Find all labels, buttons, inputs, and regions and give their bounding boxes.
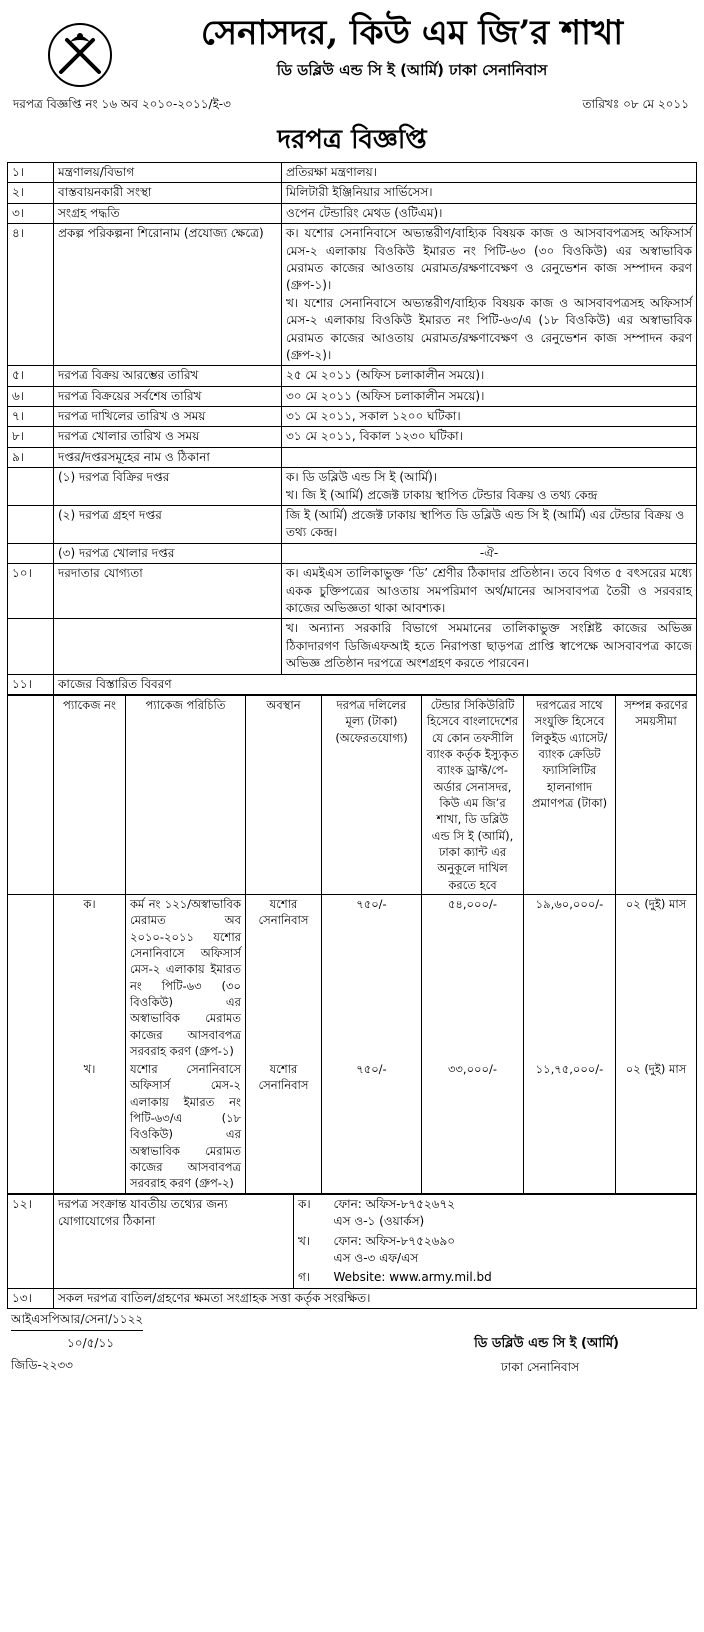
table-row [8, 366, 697, 386]
table-row [8, 1288, 697, 1308]
header [7, 0, 697, 92]
contact-kh-marker: খ। [294, 1232, 330, 1269]
row-value: ২৫ মে ২০১১ (অফিস চলাকালীন সময়ে)। [282, 366, 697, 386]
table-row [8, 543, 697, 563]
header-liquid-asset: দরপত্রের সাথে সংযুক্তি হিসেবে লিকুইড এ্যাসেট/ব্যাংক ক্রেডিট ফ্যাসিলিটির হালনাগাদ প্রমাণপত্র (টাকা) [524, 695, 616, 894]
office-subtitle: ডি ডব্লিউ এন্ড সি ই (আর্মি) ঢাকা সেনানিবাস [276, 61, 548, 79]
row-label [54, 619, 282, 674]
table-row [8, 183, 697, 203]
signatory-office: ডি ডব্লিউ এন্ড সি ই (আর্মি) [474, 1336, 619, 1352]
table-row [8, 224, 697, 366]
package-no: ক। [54, 894, 126, 1060]
row-number [8, 543, 54, 563]
footer-date: ১০/৫/১১ [67, 1336, 115, 1351]
header-package-no: প্যাকেজ নং [54, 695, 126, 894]
open-office-label: (৩) দরপত্র খোলার দপ্তর [54, 543, 282, 563]
signatory-location: ঢাকা সেনানিবাস [500, 1360, 579, 1375]
row-label: দরদাতার যোগ্যতা [54, 564, 282, 619]
table-row [8, 674, 697, 694]
row-label: দরপত্র সংক্রান্ত যাবতীয় তথ্যের জন্য যোগাযোগের ঠিকানা [54, 1194, 294, 1288]
qualification-a: ক। এমইএস তালিকাভুক্ত ‘ডি’ শ্রেণীর ঠিকাদার প্রতিষ্ঠান। তবে বিগত ৫ বৎসরের মধ্যে একক চুক্তিপত্রের আওতায় সমপরিমাণ অর্থ/মানের আসবাবপত্র তৈরী ও সরবরাহ কাজের অভিজ্ঞতা থাকা আবশ্যক। [282, 564, 697, 619]
sale-office-value [282, 468, 697, 506]
header-duration: সম্পন্ন করণের সময়সীমা [616, 695, 697, 894]
package-row [8, 894, 697, 1060]
row-number [8, 619, 54, 674]
row-label: মন্ত্রণালয়/বিভাগ [54, 163, 282, 183]
row-number [8, 506, 54, 544]
row-label: দপ্তর/দপ্তরসমূহের নাম ও ঠিকানা [54, 447, 282, 467]
package-doc-price: ৭৫০/- [322, 894, 422, 1060]
row-value [282, 224, 697, 366]
army-emblem-icon [47, 22, 113, 88]
row-number: ৬। [8, 386, 54, 406]
package-header-row [8, 695, 697, 894]
row-label: দরপত্র খোলার তারিখ ও সময় [54, 427, 282, 447]
row-number: ৩। [8, 203, 54, 223]
row-label: বাস্তবায়নকারী সংস্থা [54, 183, 282, 203]
officer-2: এস ও-৩ এফ/এস [333, 1250, 419, 1265]
table-row [8, 407, 697, 427]
contact-k-marker: ক। [294, 1194, 330, 1231]
table-row [8, 386, 697, 406]
package-liquid-asset: ১১,৭৫,০০০/- [524, 1060, 616, 1193]
row-number: ২। [8, 183, 54, 203]
tender-table [7, 162, 697, 695]
row-label: দরপত্র দাখিলের তারিখ ও সময় [54, 407, 282, 427]
website-link[interactable]: Website: www.army.mil.bd [330, 1268, 697, 1288]
open-office-value: -ঐ- [282, 543, 697, 563]
table-row [8, 506, 697, 544]
table-row [8, 447, 697, 467]
row-number: ১১। [8, 674, 54, 694]
row-number: ৫। [8, 366, 54, 386]
package-liquid-asset: ১৯,৬০,০০০/- [524, 894, 616, 1060]
row-label: দরপত্র বিক্রয় আরম্ভের তারিখ [54, 366, 282, 386]
table-row [8, 1194, 697, 1231]
package-location: যশোর সেনানিবাস [246, 1060, 322, 1193]
row-value: ৩০ মে ২০১১ (অফিস চলাকালীন সময়ে)। [282, 386, 697, 406]
row-value: ৩১ মে ২০১১, বিকাল ১২৩০ ঘটিকা। [282, 427, 697, 447]
header-security: টেন্ডার সিকিউরিটি হিসেবে বাংলাদেশের যে কোন তফসীলি ব্যাংক কর্তৃক ইস্যুকৃত ব্যাংক ড্রাফ্ট/পে-অর্ডার সেনাসদর, কিউ এম জি’র শাখা, ডি ডব্লিউ এন্ড সি ই (আর্মি), ঢাকা ক্যান্ট এর অনুকূলে দাখিল করতে হবে [422, 695, 524, 894]
row-number: ১২। [8, 1194, 54, 1288]
table-row [8, 619, 697, 674]
row-label: দরপত্র বিক্রয়ের সর্বশেষ তারিখ [54, 386, 282, 406]
package-duration: ০২ (দুই) মাস [616, 894, 697, 1060]
table-row [8, 163, 697, 183]
reference-row [7, 92, 697, 118]
package-security: ৫৪,০০০/- [422, 894, 524, 1060]
spacer-cell [8, 695, 54, 894]
row-number: ৪। [8, 224, 54, 366]
notice-date: তারিখঃ ০৮ মে ২০১১ [582, 97, 689, 111]
contact-k [330, 1194, 697, 1231]
row-number: ৭। [8, 407, 54, 427]
officer-1: এস ও-১ (ওয়ার্কস) [333, 1214, 425, 1229]
package-table [7, 695, 697, 1194]
row-value: মিলিটারী ইঞ্জিনিয়ার সার্ভিসেস। [282, 183, 697, 203]
row-label: প্রকল্প পরিকল্পনা শিরোনাম (প্রযোজ্য ক্ষেত্রে) [54, 224, 282, 366]
phone-2: ফোন: অফিস-৮৭৫২৬৯০ [333, 1233, 456, 1248]
row-number: ১। [8, 163, 54, 183]
row-number: ১৩। [8, 1288, 54, 1308]
contact-kh [330, 1232, 697, 1269]
tender-notice [7, 0, 697, 1387]
receive-office-label: (২) দরপত্র গ্রহণ দপ্তর [54, 506, 282, 544]
table-row [8, 203, 697, 223]
package-doc-price: ৭৫০/- [322, 1060, 422, 1193]
row-value: প্রতিরক্ষা মন্ত্রণালয়। [282, 163, 697, 183]
project-title-a: ক। যশোর সেনানিবাসে অভ্যন্তরীণ/বাহ্যিক বিষয়ক কাজ ও আসবাবপত্রসহ অফিসার্স মেস-২ এলাকায় বিওকিউ ইমারত নং পিটি-৬৩ (৩০ বিওকিউ) এর অস্বাভাবিক মেরামত কাজের আওতায় মেরামত/রক্ষণাবেক্ষণ ও রেনুভেশন কাজ সম্পাদন করণ (গ্রুপ-১)। [286, 226, 692, 293]
table-row [8, 427, 697, 447]
row-value: ওপেন টেন্ডারিং মেথড (ওটিএম)। [282, 203, 697, 223]
package-duration: ০২ (দুই) মাস [616, 1060, 697, 1193]
sale-office-a: ক। ডি ডব্লিউ এন্ড সি ই (আর্মি)। [286, 470, 438, 485]
receive-office-value: জি ই (আর্মি) প্রজেক্ট ঢাকায় স্থাপিত ডি ডব্লিউ এন্ড সি ই (আর্মি) এর টেন্ডার বিক্রয় ও তথ্য কেন্দ্র। [282, 506, 697, 544]
package-location: যশোর সেনানিবাস [246, 894, 322, 1060]
row-label: সংগ্রহ পদ্ধতি [54, 203, 282, 223]
gd-number: জিডি-২২৩৩ [11, 1358, 73, 1373]
row-number: ১০। [8, 564, 54, 619]
row-label: কাজের বিস্তারিত বিবরণ [54, 674, 697, 694]
sale-office-b: খ। জি ই (আর্মি) প্রজেক্ট ঢাকায় স্থাপিত টেন্ডার বিক্রয় ও তথ্য কেন্দ্র [286, 487, 598, 502]
package-desc: যশোর সেনানিবাসে অফিসার্স মেস-২ এলাকায় ইমারত নং পিটি-৬৩/এ (১৮ বিওকিউ) এর অস্বাভাবিক মেরামত কাজের আসবাবপত্র সরবরাহ করণ (গ্রুপ-২) [126, 1060, 246, 1193]
footer [7, 1309, 697, 1387]
table-row [8, 468, 697, 506]
sale-office-label: (১) দরপত্র বিক্রির দপ্তর [54, 468, 282, 506]
package-desc: কর্ম নং ১২১/অস্বাভাবিক মেরামত অব ২০১০-২০১১ যশোর সেনানিবাসে অফিসার্স মেস-২ এলাকায় ইমারত নং পিটি-৬৩ (৩০ বিওকিউ) এর অস্বাভাবিক মেরামত কাজের আসবাবপত্র সরবরাহ করণ (গ্রুপ-১) [126, 894, 246, 1060]
contact-g-marker: গ। [294, 1268, 330, 1288]
row-number [8, 468, 54, 506]
document-title: দরপত্র বিজ্ঞপ্তি [277, 125, 427, 155]
project-title-b: খ। যশোর সেনানিবাসে অভ্যন্তরীণ/বাহ্যিক বিষয়ক কাজ ও আসবাবপত্রসহ অফিসার্স মেস-২ এলাকায় বিওকিউ ইমারত নং পিটি-৬৩/এ (১৮ বিওকিউ) এর অস্বাভাবিক মেরামত কাজের আওতায় মেরামত/রক্ষণাবেক্ষণ ও রেনুভেশন কাজ সম্পাদন করণ (গ্রুপ-২)। [286, 295, 692, 362]
office-title: সেনাসদর, কিউ এম জি’র শাখা [200, 13, 624, 53]
row-value [282, 447, 697, 467]
qualification-b: খ। অন্যান্য সরকারি বিভাগে সমমানের তালিকাভুক্ত সংশ্লিষ্ট কাজের অভিজ্ঞ ঠিকাদারগণ ডিজিএফআই হতে নিরাপত্তা ছাড়পত্র প্রাপ্তি স্বাপেক্ষে আসবাবপত্র কাজে অভিজ্ঞ প্রতিষ্ঠান দরপত্রে অংশগ্রহণ করতে পারবেন। [282, 619, 697, 674]
package-row [8, 1060, 697, 1193]
header-package-desc: প্যাকেজ পরিচিতি [126, 695, 246, 894]
row-value: ৩১ মে ২০১১, সকাল ১২০০ ঘটিকা। [282, 407, 697, 427]
phone-1: ফোন: অফিস-৮৭৫২৬৭২ [333, 1196, 456, 1211]
spacer-cell [8, 894, 54, 1193]
contact-table [7, 1194, 697, 1309]
table-row [8, 564, 697, 619]
ispr-code: আইএসপিআর/সেনা/১১২২ [11, 1311, 143, 1330]
header-location: অবস্থান [246, 695, 322, 894]
package-no: খ। [54, 1060, 126, 1193]
package-security: ৩৩,০০০/- [422, 1060, 524, 1193]
notice-reference: দরপত্র বিজ্ঞপ্তি নং ১৬ অব ২০১০-২০১১/ই-৩ [13, 97, 231, 111]
row-value: সকল দরপত্র বাতিল/গ্রহণের ক্ষমতা সংগ্রাহক সত্তা কর্তৃক সংরক্ষিত। [54, 1288, 697, 1308]
row-number: ৮। [8, 427, 54, 447]
row-number: ৯। [8, 447, 54, 467]
header-doc-price: দরপত্র দলিলের মূল্য (টাকা) (অফেরতযোগ্য) [322, 695, 422, 894]
